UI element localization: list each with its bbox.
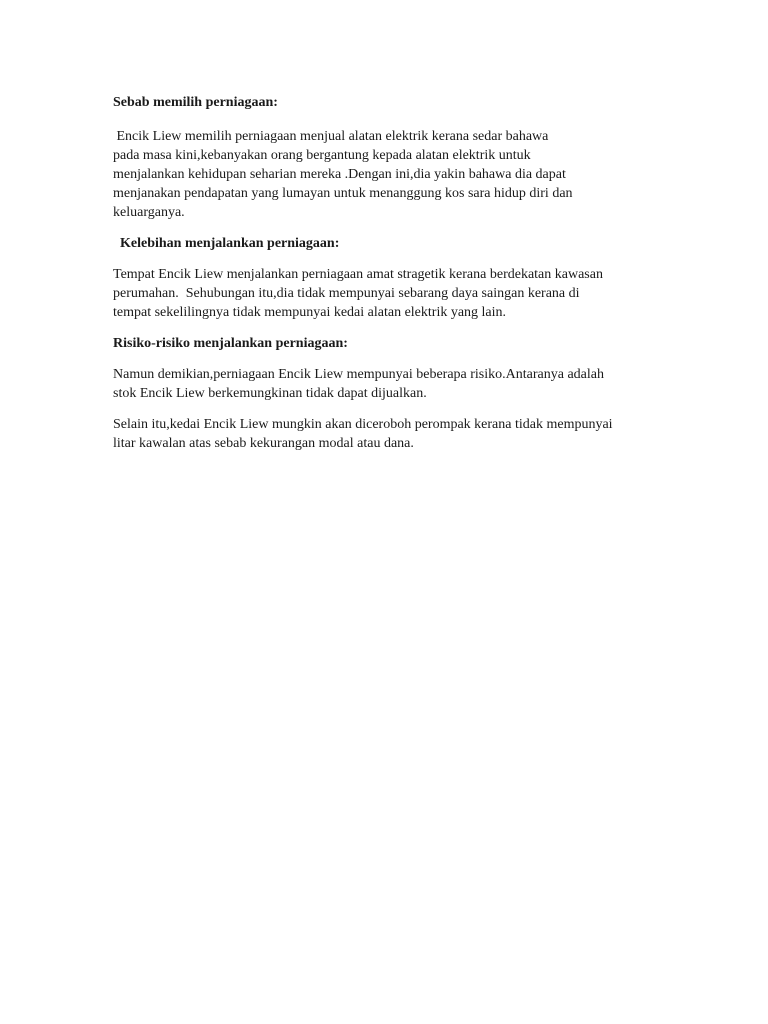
section-heading-sebab: Sebab memilih perniagaan: <box>113 95 278 110</box>
paragraph-line: perumahan. Sehubungan itu,dia tidak mempunyai sebarang daya saingan kerana di <box>113 286 580 301</box>
section-heading-kelebihan: Kelebihan menjalankan perniagaan: <box>113 236 340 251</box>
paragraph-line: Selain itu,kedai Encik Liew mungkin akan diceroboh perompak kerana tidak mempunyai <box>113 417 613 432</box>
paragraph-line: keluarganya. <box>113 205 185 220</box>
paragraph-line: Namun demikian,perniagaan Encik Liew mempunyai beberapa risiko.Antaranya adalah <box>113 367 604 382</box>
section-heading-risiko: Risiko-risiko menjalankan perniagaan: <box>113 336 348 351</box>
paragraph-risiko-2 <box>113 415 673 453</box>
paragraph-line: litar kawalan atas sebab kekurangan modal atau dana. <box>113 436 414 451</box>
paragraph-sebab <box>113 127 673 222</box>
paragraph-line: tempat sekelilingnya tidak mempunyai kedai alatan elektrik yang lain. <box>113 305 507 320</box>
paragraph-line: Tempat Encik Liew menjalankan perniagaan amat stragetik kerana berdekatan kawasan <box>113 267 603 282</box>
paragraph-line: menjanakan pendapatan yang lumayan untuk menanggung kos sara hidup diri dan <box>113 186 573 201</box>
paragraph-line: menjalankan kehidupan seharian mereka .Dengan ini,dia yakin bahawa dia dapat <box>113 167 566 182</box>
paragraph-line: stok Encik Liew berkemungkinan tidak dapat dijualkan. <box>113 386 427 401</box>
document-body <box>113 93 673 453</box>
paragraph-kelebihan <box>113 265 673 322</box>
paragraph-line: pada masa kini,kebanyakan orang bergantung kepada alatan elektrik untuk <box>113 148 531 163</box>
paragraph-risiko-1 <box>113 365 673 403</box>
paragraph-line: Encik Liew memilih perniagaan menjual alatan elektrik kerana sedar bahawa <box>113 129 549 144</box>
